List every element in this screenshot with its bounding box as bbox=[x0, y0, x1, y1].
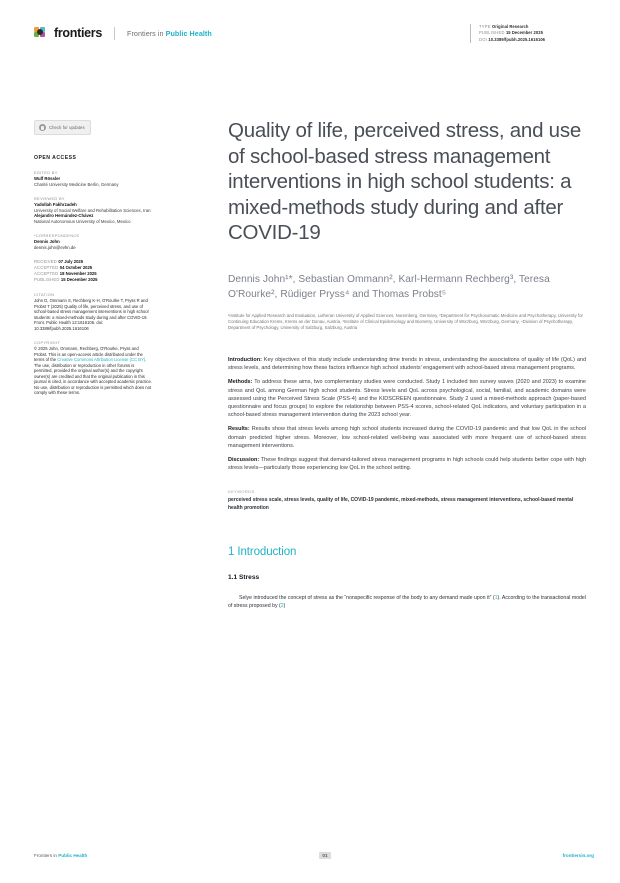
date-key-received: RECEIVED bbox=[34, 258, 58, 264]
footer-journal-prefix: Frontiers in bbox=[34, 853, 59, 858]
citation-ref-2[interactable]: 2 bbox=[280, 603, 284, 610]
abstract-label-discussion: Discussion: bbox=[228, 457, 260, 464]
journal-prefix: Frontiers in bbox=[127, 28, 166, 38]
crossmark-icon bbox=[39, 124, 46, 131]
reviewer-name: Alejandro Hernández-Chávez bbox=[34, 213, 94, 219]
meta-value-published: 15 December 2025 bbox=[505, 30, 543, 36]
frontiers-logo-icon bbox=[34, 27, 47, 40]
cc-license-link[interactable]: Creative Commons Attribution License (CC BY) bbox=[57, 357, 146, 362]
abstract-text-methods: To address these aims, two complementary studies were conducted. Study 1 included two survey waves (2020 and 2023) to examine stress and QoL among German high school students. Stress levels and QoL across psychological, social, familial, and academic domains were assessed using the Perceived Stress Scale (PSS-4) and the KIDSCREEN questionnaire. Study 2 used a mixed-methods approach (paper-based questionnaire and focus groups) to explore the relationship between PSS-4 scores, school-related QoL indicators, and voluntary participation in a school-based stress management intervention during the 2023 school year. bbox=[228, 379, 586, 418]
copyright-block bbox=[34, 340, 152, 396]
journal-title: Public Health bbox=[165, 28, 212, 38]
copyright-part2: . The use, distribution or reproduction in other forums is permitted, provided the original author(s) and the copyright owner(s) are credited and that the original publication in this journal is cited, in accordance with accepted academic practice. No use, distribution or reproduction is permitted which does not comply with these terms. bbox=[34, 357, 153, 395]
masthead bbox=[0, 0, 620, 70]
abstract-introduction bbox=[228, 356, 586, 372]
check-for-updates-label: Check for updates bbox=[49, 125, 85, 130]
meta-key-doi: DOI bbox=[479, 36, 488, 42]
abstract-text-introduction: Key objectives of this study include understanding time trends in stress, understanding the associations of quality of life (QoL) and stress levels, and determining how these factors influence high school students' engagement with school-based stress management programs. bbox=[228, 356, 586, 371]
article-meta-block bbox=[470, 24, 594, 43]
meta-key-published: PUBLISHED bbox=[479, 30, 505, 36]
meta-value-doi: 10.3389/fpubh.2025.1616106 bbox=[488, 36, 546, 42]
abstract-methods bbox=[228, 378, 586, 418]
abstract-text-discussion: These findings suggest that demand-tailored stress management programs in high schools could help students better cope with high stress levels—particularly those experiencing low QoL in the school setting. bbox=[228, 457, 586, 472]
keywords-key: KEYWORDS bbox=[228, 489, 255, 495]
brand-name: frontiers bbox=[54, 26, 103, 40]
section-heading-introduction: 1 Introduction bbox=[228, 546, 297, 559]
body-text-part2: ). According to the transactional model of stress proposed by ( bbox=[228, 595, 586, 610]
page-title: Quality of life, perceived stress, and use of school-based stress management interventions in high school students: a mixed-methods study during and after COVID-19 bbox=[228, 119, 581, 244]
correspondence-email[interactable]: dennis.john@evhn.de bbox=[34, 244, 76, 250]
open-access-label: OPEN ACCESS bbox=[34, 155, 77, 161]
abstract-text-results: Results show that stress levels among high school students increased during the COVID-19 pandemic and that low QoL in the school domain predicted higher stress. Moreover, low school-related well-being was associated with more frequent use of school-based stress management interventions. bbox=[228, 426, 586, 449]
correspondence-key: *CORRESPONDENCE bbox=[34, 232, 80, 238]
brand-divider bbox=[114, 27, 115, 40]
body-paragraph bbox=[228, 594, 586, 610]
sidebar-column bbox=[34, 118, 152, 404]
correspondence-name: Dennis John bbox=[34, 239, 60, 245]
date-row-published bbox=[34, 277, 152, 283]
date-value-published: 15 December 2025 bbox=[60, 277, 98, 283]
brand-row[interactable] bbox=[34, 26, 212, 40]
meta-value-type: Original Research bbox=[492, 24, 529, 29]
date-value-received: 07 July 2025 bbox=[58, 258, 84, 264]
copyright-part1: © 2025 John, Ommann, Rechberg, O'Rourke, Pryss and Probst. This is an open-access article distributed under the terms of the bbox=[34, 346, 143, 362]
check-for-updates-badge[interactable] bbox=[34, 120, 91, 135]
footer-site-link[interactable]: frontiersin.org bbox=[562, 853, 594, 858]
editor-name: Wulf Rössler bbox=[34, 176, 61, 182]
citation-ref-1[interactable]: 1 bbox=[494, 595, 498, 602]
copyright-text bbox=[34, 346, 152, 396]
abstract-results bbox=[228, 425, 586, 449]
reviewed-by-block bbox=[34, 196, 152, 225]
copyright-key: COPYRIGHT bbox=[34, 339, 61, 345]
footer-journal-name: Public Health bbox=[58, 853, 88, 858]
reviewer-affiliation: National Autonomous University of Mexico, Mexico bbox=[34, 218, 131, 224]
footer-journal[interactable] bbox=[34, 853, 87, 858]
date-key-accepted: ACCEPTED bbox=[34, 271, 59, 277]
citation-block bbox=[34, 292, 152, 331]
page-footer bbox=[34, 852, 594, 859]
author-list[interactable]: Dennis John¹*, Sebastian Ommann², Karl-Hermann Rechberg³, Teresa O'Rourke², Rüdiger Pryss⁴ and Thomas Probst⁵ bbox=[228, 273, 550, 300]
date-key-revised: ACCEPTED bbox=[34, 265, 59, 271]
reviewer-affiliation: University of Social Welfare and Rehabilitation Sciences, Iran bbox=[34, 207, 151, 213]
affiliation-list: ¹Institute for Applied Research and Evaluation, Lutheran University of Applied Sciences, Nuremberg, Germany, ²Department for Psychosomatic Medicine and Psychotherapy, University for Continuing Education Krems, Krems an der Donau, Austria, ³Institute of Clinical Epidemiology and Biometry, University of Würzburg, Würzburg, Germany, ⁴Division of Psychotherapy, Department of Psychology, University of Salzburg, Salzburg, Austria bbox=[228, 312, 583, 330]
abstract-label-methods: Methods: bbox=[228, 379, 253, 386]
main-column bbox=[228, 118, 586, 615]
edited-by-block bbox=[34, 170, 152, 187]
body-text-part1: Selye introduced the concept of stress as the “nonspecific response of the body to any demand made upon it” ( bbox=[239, 595, 495, 602]
dates-block bbox=[34, 259, 152, 284]
reviewed-by-key: REVIEWED BY bbox=[34, 195, 65, 201]
keywords-list: perceived stress scale, stress levels, quality of life, COVID-19 pandemic, mixed-methods, stress management interventions, school-based mental health promotion bbox=[228, 497, 574, 511]
abstract-label-introduction: Introduction: bbox=[228, 356, 262, 363]
subsection-heading-stress: 1.1 Stress bbox=[228, 574, 260, 582]
abstract-discussion bbox=[228, 456, 586, 472]
date-value-accepted: 18 November 2025 bbox=[59, 271, 97, 277]
citation-text: John D, Ommann S, Rechberg K-H, O'Rourke T, Pryss R and Probst T (2025) Quality of life, perceived stress, and use of school-based stress management interventions in high school students: a mixed-methods study during and after COVID-19. Front. Public Health 13:1616106. doi: 10.3389/fpubh.2025.1616106 bbox=[34, 298, 149, 331]
editor-affiliation: Charité University Medicine Berlin, Germany bbox=[34, 181, 119, 187]
date-key-published: PUBLISHED bbox=[34, 277, 60, 283]
edited-by-key: EDITED BY bbox=[34, 170, 58, 175]
meta-row-doi[interactable] bbox=[479, 37, 594, 43]
meta-key-type: TYPE bbox=[479, 24, 491, 29]
correspondence-block bbox=[34, 233, 152, 250]
date-value-revised: 04 October 2025 bbox=[59, 265, 93, 271]
abstract-label-results: Results: bbox=[228, 426, 250, 433]
reviewer-name: Yadollah Fakhrzadeh bbox=[34, 202, 77, 208]
footer-page-number: 01 bbox=[319, 852, 330, 859]
journal-name[interactable] bbox=[127, 29, 212, 38]
citation-key: CITATION bbox=[34, 292, 55, 298]
body-text-part3: ) bbox=[283, 603, 286, 610]
